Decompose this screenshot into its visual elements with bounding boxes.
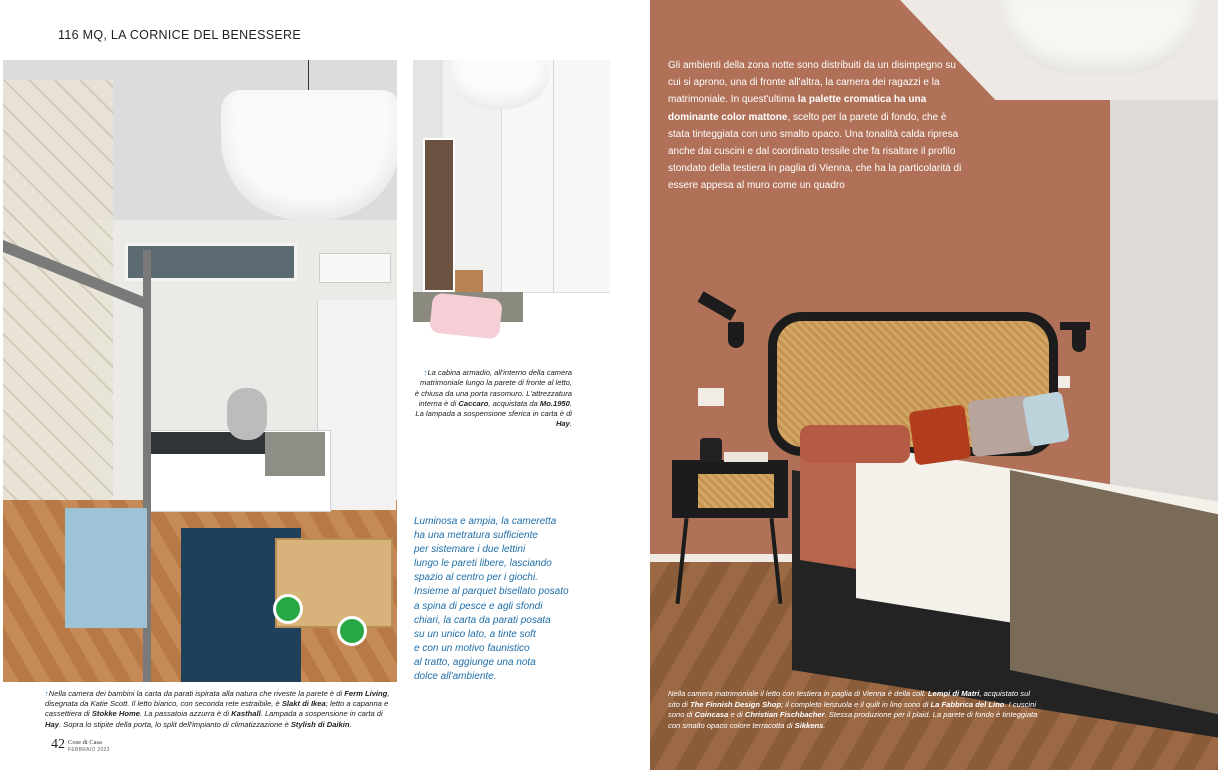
light-switch bbox=[1058, 376, 1070, 388]
caption-brand: Stylish di Daikin bbox=[290, 719, 350, 729]
caption-brand: Caccaro bbox=[458, 398, 489, 408]
arrow-up-icon: ↑ bbox=[45, 689, 49, 698]
caption-brand: Hay bbox=[555, 419, 570, 429]
page-number: 42 bbox=[51, 737, 65, 752]
pull-quote bbox=[414, 515, 584, 684]
caption-brand: Christian Fischbacher bbox=[744, 710, 825, 720]
right-page bbox=[650, 0, 1218, 770]
caption-text: . I cuscini sono di bbox=[668, 699, 1037, 720]
speaker bbox=[700, 438, 722, 462]
pull-quote-line: Luminosa e ampia, la cameretta bbox=[414, 516, 557, 527]
pull-quote-line: ha una metratura sufficiente bbox=[414, 530, 538, 542]
caption-text: La cabina armadio, all'interno della camera matrimoniale lungo la parete di fronte al letto, è chiusa da una porta rasomuro. L'attrezzatura interna è di bbox=[414, 368, 572, 408]
caption-brand: Ferm Living bbox=[344, 689, 388, 698]
teddy-toy bbox=[227, 388, 267, 440]
folio-magazine-name: Cose di Casa bbox=[68, 739, 102, 746]
house-bed-mattress bbox=[65, 508, 147, 628]
folio-date: FEBBRAIO 2023 bbox=[68, 747, 110, 753]
caption-text: . bbox=[569, 419, 572, 429]
caption-text: , disegnata da Katie Scott. Il letto bianco, con seconda rete estraibile, è bbox=[45, 689, 390, 709]
caption-text: . bbox=[823, 720, 826, 730]
body-highlight: la palette cromatica ha una dominante color mattone bbox=[668, 94, 927, 123]
caption-text: ; il completo lenzuola e il quilt in lino sono di bbox=[781, 699, 931, 709]
bed-throw bbox=[265, 432, 325, 476]
pull-quote-line: lungo le pareti libere, lasciando bbox=[414, 558, 552, 570]
kids-room-caption bbox=[45, 689, 397, 730]
caption-text: , acquistato sul sito di bbox=[668, 689, 1031, 709]
wall-sconce bbox=[1072, 326, 1086, 352]
pull-quote-line: chiari, la carta da parati posata bbox=[414, 614, 551, 626]
caption-text: Nella camera matrimoniale il letto con testiera in paglia di Vienna è della coll. bbox=[668, 689, 928, 698]
caption-brand: Slakt di Ikea bbox=[281, 699, 326, 709]
wardrobe-seam bbox=[553, 60, 554, 310]
caption-brand: La Fabbrica del Lino bbox=[930, 699, 1005, 709]
caption-text: ; letto a capanna e cassettiera di bbox=[45, 699, 389, 719]
pull-quote-line: su un unico lato, a tinte soft bbox=[414, 628, 536, 640]
caption-text: . bbox=[349, 719, 352, 729]
walk-in-closet-photo bbox=[413, 60, 610, 359]
pillow bbox=[909, 404, 972, 465]
caption-brand: Stokke Home bbox=[91, 709, 140, 719]
pillow bbox=[1022, 391, 1070, 447]
caption-brand: Coincasa bbox=[694, 710, 729, 720]
pull-quote-line: dolce all'ambiente. bbox=[414, 671, 497, 683]
pull-quote-line: per sistemare i due lettini bbox=[414, 544, 526, 556]
caption-text: Nella camera dei bambini la carta da parati ispirata alla natura che riveste la parete è di bbox=[48, 689, 345, 698]
page-header-title: 116 MQ, LA CORNICE DEL BENESSERE bbox=[58, 28, 302, 42]
crate-wheel bbox=[337, 616, 367, 646]
caption-brand: Kasthall bbox=[231, 709, 261, 719]
arrow-up-icon: ↑ bbox=[423, 368, 428, 377]
crate-wheel bbox=[273, 594, 303, 624]
lamp-wire bbox=[308, 60, 309, 94]
pull-quote-line: a spina di pesce e agli sfondi bbox=[414, 600, 543, 612]
caption-text: . La lampada a sospensione sferica in carta è di bbox=[415, 398, 572, 419]
closet-doorway bbox=[423, 138, 455, 292]
caption-brand: Sikkens bbox=[794, 720, 824, 730]
caption-brand: Mo.1950 bbox=[539, 398, 570, 408]
nightstand-cane-drawer bbox=[698, 474, 774, 508]
caption-text: . Stessa produzione per il plaid. La parete di fondo è tinteggiata con smalto opaco colore terracotta di bbox=[668, 710, 1038, 730]
skirting-board bbox=[650, 554, 810, 562]
book bbox=[724, 452, 768, 462]
body-text: Gli ambienti della zona notte sono distribuiti da un disimpegno su cui si aprono, una di fronte all'altra, la camera dei ragazzi e la matrimoniale. In quest'ultima bbox=[668, 60, 956, 106]
caption-brand: The Finnish Design Shop bbox=[689, 699, 782, 709]
right-body-text bbox=[668, 57, 968, 195]
bedroom-caption bbox=[668, 689, 1038, 731]
caption-text: , acquistata da bbox=[488, 398, 540, 408]
caption-text: . Sopra lo stipite della porta, lo split dell'impianto di climatizzazione è bbox=[58, 719, 291, 729]
wall-sconce bbox=[728, 322, 744, 348]
pull-quote-line: al tratto, aggiunge una nota bbox=[414, 656, 536, 668]
caption-text: . La passatoia azzurra è di bbox=[139, 709, 232, 719]
caption-brand: Lempi di Matri bbox=[927, 689, 980, 698]
pink-pillow bbox=[429, 292, 503, 339]
air-conditioner bbox=[319, 253, 391, 283]
pull-quote-line: spazio al centro per i giochi. bbox=[414, 572, 538, 584]
pull-quote-line: Insieme al parquet bisellato posato bbox=[414, 586, 569, 598]
pillow bbox=[800, 425, 910, 463]
caption-brand: Hay bbox=[45, 719, 59, 729]
body-text: , scelto per la parete di fondo, che è stata tinteggiata con uno smalto opaco. Una tonalità calda ripresa anche dai cuscini e dal coordinato tessile che fa risaltare il profilo stondato della testiera in paglia di Vienna, che ha la particolarità di essere appesa al muro come un quadro bbox=[668, 111, 962, 192]
kids-room-photo bbox=[3, 60, 397, 682]
pull-quote-line: e con un motivo faunistico bbox=[414, 642, 530, 654]
caption-text: e di bbox=[728, 710, 745, 720]
caption-text: . Lampada a sospensione in carta di bbox=[260, 709, 383, 719]
light-switch bbox=[698, 388, 724, 406]
closet-caption bbox=[414, 368, 572, 430]
